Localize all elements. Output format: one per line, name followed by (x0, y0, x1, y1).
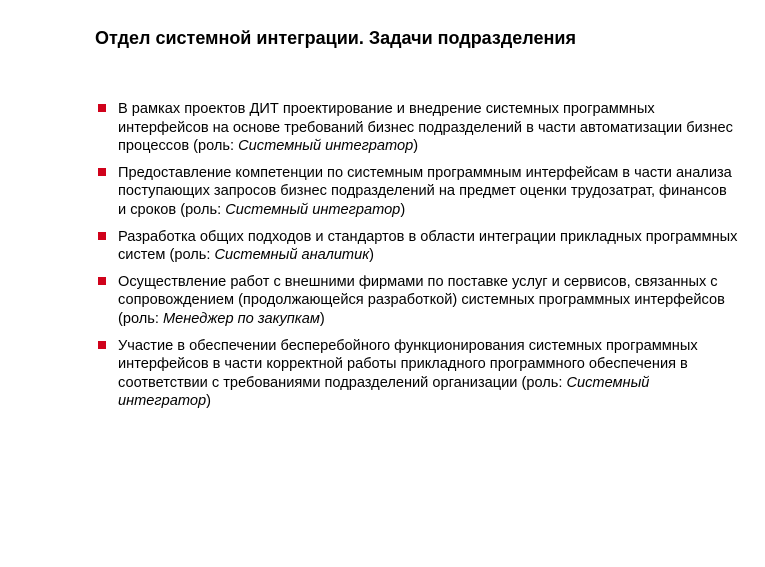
square-bullet-icon (98, 341, 106, 349)
bullet-close: ) (400, 201, 406, 218)
bullet-text: Предоставление компетенции по системным программным интерфейсам в части анализа поступающих запросов бизнес подразделений на предмет оценки трудозатрат, финансов и сроков (роль: (118, 164, 732, 218)
bullet-list (98, 100, 738, 419)
bullet-text: Участие в обеспечении бесперебойного функционирования системных программных интерфейсов в части корректной работы прикладного программного обеспечения в соответствии с требованиями подразделений организации (роль: (118, 337, 698, 391)
bullet-text: Осуществление работ с внешними фирмами по поставке услуг и сервисов, связанных с сопровождением (продолжающейся разработкой) системных программных интерфейсов (роль: (118, 273, 725, 327)
bullet-close: ) (206, 393, 211, 410)
bullet-item (98, 228, 738, 265)
square-bullet-icon (98, 277, 106, 285)
square-bullet-icon (98, 232, 106, 240)
bullet-text: Разработка общих подходов и стандартов в области интеграции прикладных программных систем (роль: (118, 228, 738, 264)
bullet-item (98, 100, 738, 156)
bullet-item (98, 337, 738, 411)
bullet-role: Системный интегратор (118, 374, 650, 410)
square-bullet-icon (98, 104, 106, 112)
slide-title: Отдел системной интеграции. Задачи подразделения (95, 28, 576, 48)
bullet-item (98, 273, 738, 329)
bullet-close: ) (413, 138, 419, 155)
bullet-role: Менеджер по закупкам (163, 310, 320, 327)
bullet-role: Системный интегратор (238, 138, 414, 155)
bullet-close: ) (319, 310, 325, 327)
bullet-item (98, 164, 738, 220)
bullet-role: Системный аналитик (214, 247, 370, 264)
square-bullet-icon (98, 168, 106, 176)
bullet-role: Системный интегратор (225, 201, 401, 218)
bullet-close: ) (369, 247, 374, 264)
bullet-text: В рамках проектов ДИТ проектирование и внедрение системных программных интерфейсов на основе требований бизнес подразделений в части автоматизации бизнес процессов (роль: (118, 101, 733, 155)
